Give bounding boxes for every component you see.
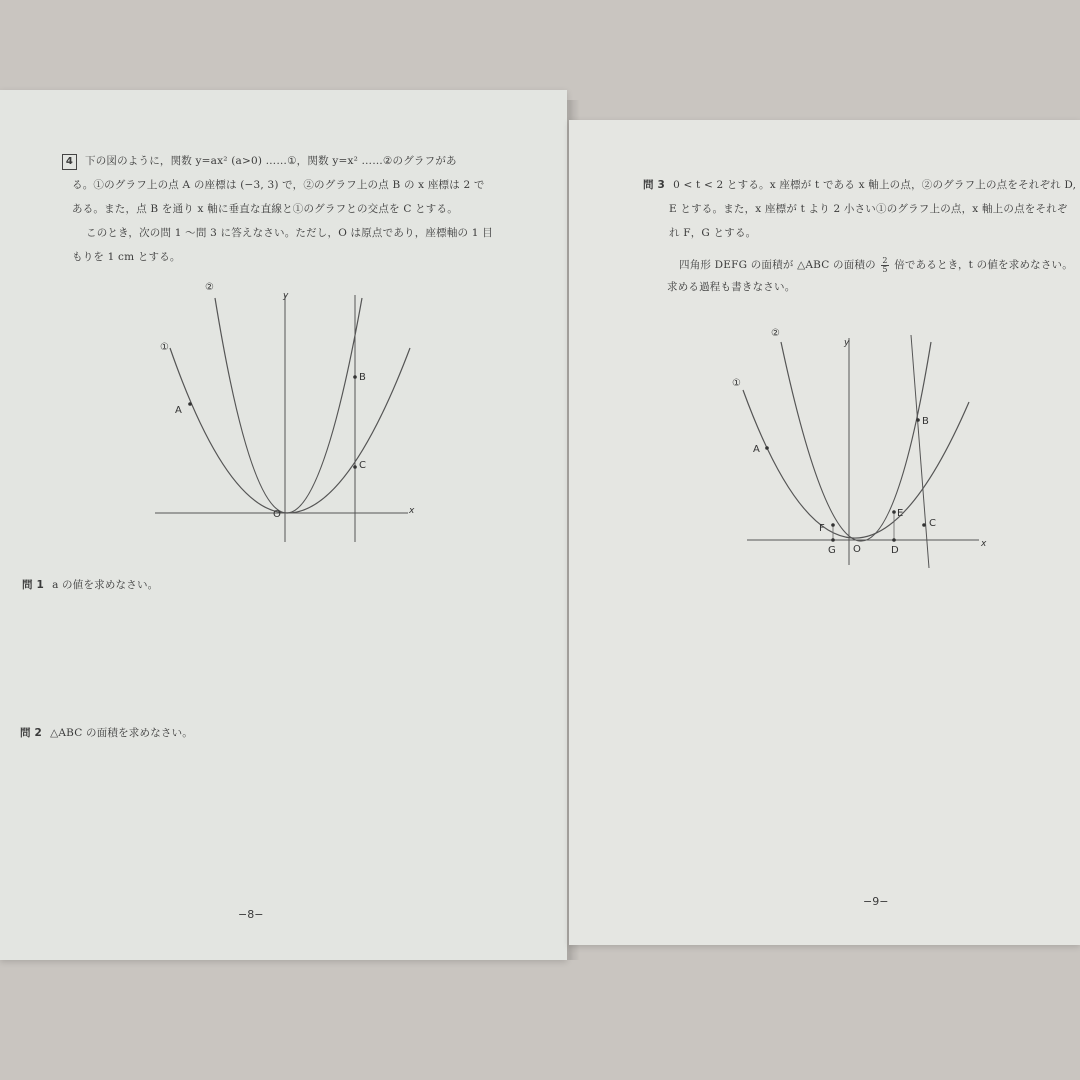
fraction-two-fifths: $\frac{2}{5}$ <box>882 255 888 274</box>
label-curve-1: ① <box>160 342 169 353</box>
intro-line-1: 4 下の図のように，関数 y=ax² (a>0) ……①，関数 y=x² ……②のグラフがあ <box>62 152 457 170</box>
label-e: E <box>897 508 904 519</box>
intro-line-5: もりを 1 cm とする。 <box>72 251 181 263</box>
q3-line-1: 問 3 0 < t < 2 とする。x 座標が t である x 軸上の点，②のグラフ上の点をそれぞれ D, <box>643 179 1077 191</box>
curve-2 <box>781 342 931 541</box>
curve-1 <box>743 390 969 538</box>
label-a: A <box>753 444 760 455</box>
label-b: B <box>922 416 929 427</box>
curve-2 <box>215 298 362 513</box>
label-f: F <box>819 523 825 534</box>
label-o: O <box>853 544 861 555</box>
point-b <box>353 375 357 379</box>
label-o: O <box>273 509 281 520</box>
label-curve-2: ② <box>205 282 214 293</box>
right-page <box>569 120 1080 945</box>
label-x-axis: x <box>409 506 415 516</box>
label-a: A <box>175 405 182 416</box>
point-a <box>188 402 192 406</box>
label-b: B <box>359 372 366 383</box>
page-number-left: −8− <box>238 908 264 921</box>
question-1: 問 1 a の値を求めなさい。 <box>22 579 159 591</box>
question-2: 問 2 △ABC の面積を求めなさい。 <box>20 727 194 739</box>
q3-line-2: E とする。また，x 座標が t より 2 小さい①のグラフ上の点，x 軸上の点をそれぞ <box>669 203 1068 215</box>
intro-line-2: る。①のグラフ上の点 A の座標は (−3, 3) で，②のグラフ上の点 B の x 座標は 2 で <box>72 179 485 191</box>
label-x-axis: x <box>981 539 987 549</box>
point-a <box>765 446 769 450</box>
label-y-axis: y <box>283 291 289 301</box>
q3-line-3: れ F，G とする。 <box>669 227 757 239</box>
label-y-axis: y <box>844 338 850 348</box>
point-f <box>831 523 835 527</box>
intro-line-4: このとき，次の問 1 ～問 3 に答えなさい。ただし，O は原点であり，座標軸の 1 目 <box>86 227 493 239</box>
right-graph <box>729 320 999 580</box>
label-curve-1: ① <box>732 378 741 389</box>
point-e <box>892 510 896 514</box>
point-d <box>892 538 896 542</box>
left-page <box>0 90 567 960</box>
label-d: D <box>891 545 899 556</box>
point-c <box>353 465 357 469</box>
intro-line-3: ある。また，点 B を通り x 軸に垂直な直線と①のグラフとの交点を C とする。 <box>72 203 458 215</box>
left-graph <box>150 280 430 550</box>
curve-1 <box>170 348 410 513</box>
label-c: C <box>359 460 366 471</box>
point-g <box>831 538 835 542</box>
page-number-right: −9− <box>863 895 889 908</box>
label-c: C <box>929 518 936 529</box>
point-b <box>916 418 920 422</box>
q3-line-5: 求める過程も書きなさい。 <box>667 281 796 293</box>
q3-line-4: 四角形 DEFG の面積が △ABC の面積の $\frac{2}{5}$ 倍であるとき，t の値を求めなさい。 <box>679 255 1073 274</box>
label-curve-2: ② <box>771 328 780 339</box>
problem-number: 4 <box>62 154 77 170</box>
point-c <box>922 523 926 527</box>
label-g: G <box>828 545 836 556</box>
